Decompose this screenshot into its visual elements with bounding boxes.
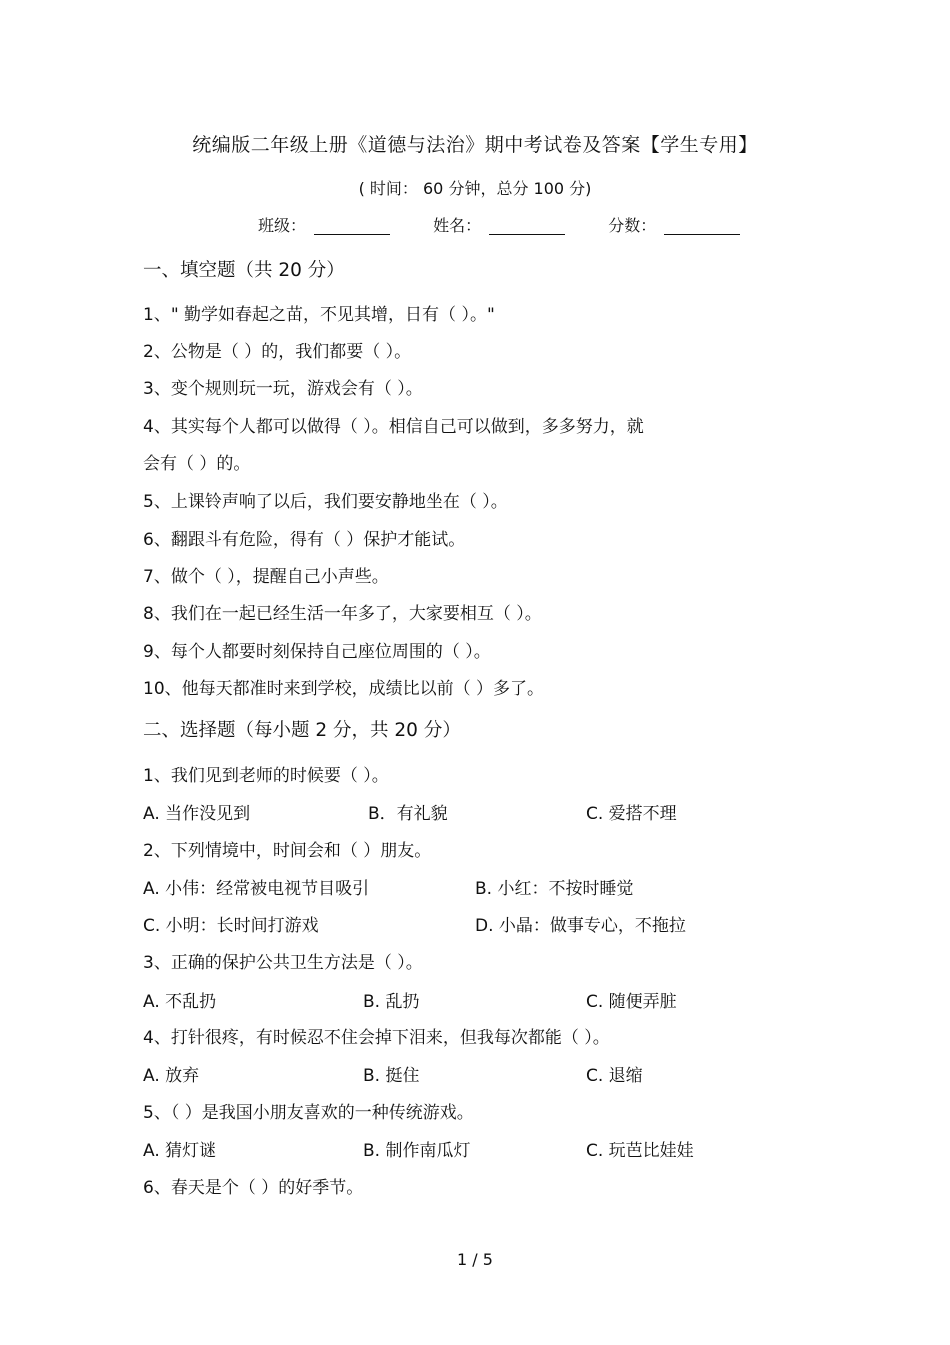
option-a: A. 不乱扔	[143, 992, 217, 1012]
section-heading-multiple-choice: 二、选择题（每小题 2 分，共 20 分）	[143, 720, 461, 741]
option-c: C. 随便弄脏	[586, 992, 677, 1012]
option-b: B．有礼貌	[368, 804, 448, 824]
name-blank	[489, 216, 565, 235]
option-c: C. 玩芭比娃娃	[586, 1141, 694, 1161]
option-b: B. 乱扔	[363, 992, 420, 1012]
option-b: B. 挺住	[363, 1066, 420, 1086]
question-stem: 3、正确的保护公共卫生方法是（ ）。	[143, 953, 423, 973]
fill-blank-item: 9、每个人都要时刻保持自己座位周围的（ ）。	[143, 642, 491, 662]
option-c: C. 爱搭不理	[586, 804, 677, 824]
option-a: A. 猜灯谜	[143, 1141, 217, 1161]
fill-blank-item-continued: 会有（ ）的。	[143, 454, 251, 474]
fill-blank-item: 8、我们在一起已经生活一年多了，大家要相互（ ）。	[143, 604, 542, 624]
question-stem: 5、（ ）是我国小朋友喜欢的一种传统游戏。	[143, 1103, 474, 1123]
option-b: B. 小红：不按时睡觉	[475, 879, 634, 899]
name-label: 姓名：	[433, 216, 482, 235]
fill-blank-item: 6、翻跟斗有危险，得有（ ）保护才能试。	[143, 530, 466, 550]
fill-blank-item: 5、上课铃声响了以后，我们要安静地坐在（ ）。	[143, 492, 508, 512]
class-label: 班级：	[258, 216, 307, 235]
question-stem: 6、春天是个（ ）的好季节。	[143, 1178, 364, 1198]
fill-blank-item: 2、公物是（ ）的，我们都要（ ）。	[143, 342, 412, 362]
question-stem: 4、打针很疼，有时候忍不住会掉下泪来，但我每次都能（ ）。	[143, 1028, 610, 1048]
name-field	[433, 213, 565, 236]
fill-blank-item: 4、其实每个人都可以做得（ ）。相信自己可以做到，多多努力，就	[143, 417, 644, 437]
fill-blank-item: 3、变个规则玩一玩，游戏会有（ ）。	[143, 379, 423, 399]
fill-blank-item: 10、他每天都准时来到学校，成绩比以前（ ）多了。	[143, 679, 545, 699]
page-title: 统编版二年级上册《道德与法治》期中考试卷及答案【学生专用】	[192, 134, 758, 156]
option-a: A. 当作没见到	[143, 804, 251, 824]
question-stem: 2、下列情境中，时间会和（ ）朋友。	[143, 841, 432, 861]
question-stem: 1、我们见到老师的时候要（ ）。	[143, 766, 389, 786]
exam-subtitle: ( 时间： 60 分钟，总分 100 分)	[358, 179, 592, 198]
section-heading-fill-blank: 一、填空题（共 20 分）	[143, 260, 345, 281]
fill-blank-item: 1、" 勤学如春起之苗，不见其增，日有（ ）。"	[143, 305, 495, 325]
option-c: C. 退缩	[586, 1066, 643, 1086]
score-field	[608, 213, 740, 236]
option-d: D. 小晶：做事专心，不拖拉	[475, 916, 686, 936]
student-info-row	[258, 213, 778, 236]
option-a: A. 放弃	[143, 1066, 200, 1086]
score-label: 分数：	[608, 216, 657, 235]
class-field	[258, 213, 390, 236]
fill-blank-item: 7、做个（ ），提醒自己小声些。	[143, 567, 389, 587]
option-c: C. 小明：长时间打游戏	[143, 916, 319, 936]
option-b: B. 制作南瓜灯	[363, 1141, 471, 1161]
page-indicator: 1 / 5	[457, 1250, 493, 1269]
option-a: A. 小伟：经常被电视节目吸引	[143, 879, 370, 899]
score-blank	[664, 216, 740, 235]
class-blank	[314, 216, 390, 235]
